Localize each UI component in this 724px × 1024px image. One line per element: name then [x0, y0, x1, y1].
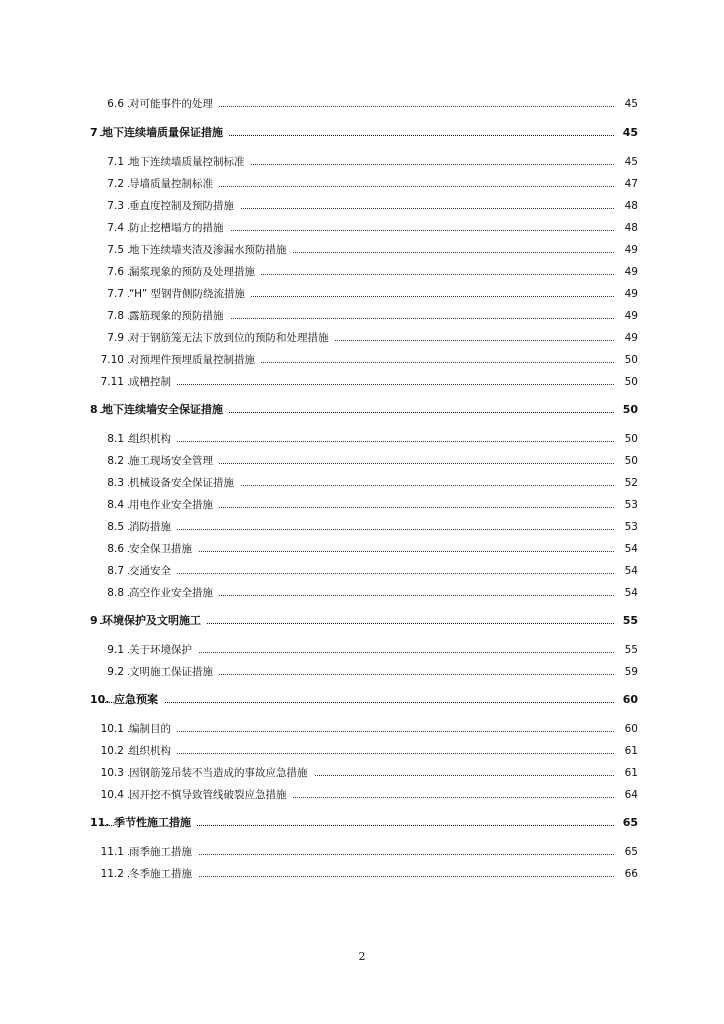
toc-entry-number: 7.3 — [107, 200, 124, 212]
toc-section-entry[interactable] — [0, 374, 724, 390]
toc-entry-page: 50 — [614, 402, 638, 418]
toc-section-entry[interactable] — [0, 453, 724, 469]
toc-entry-page: 55 — [614, 613, 638, 629]
toc-entry-page: 65 — [614, 815, 638, 831]
toc-section-entry[interactable] — [0, 563, 724, 579]
toc-section-entry[interactable] — [0, 431, 724, 447]
toc-entry-title: 对于钢筋笼无法下放到位的预防和处理措施 — [129, 330, 335, 346]
toc-entry-number: 6.6 — [107, 98, 124, 110]
toc-entry-title: 因开挖不慎导致管线破裂应急措施 — [129, 787, 293, 803]
toc-section-entry[interactable] — [0, 743, 724, 759]
toc-leader-dots — [128, 441, 614, 442]
toc-chapter-entry[interactable] — [0, 692, 724, 708]
toc-entry-title: “H” 型钢背侧防绕流措施 — [129, 286, 251, 302]
toc-entry-page: 52 — [614, 475, 638, 491]
toc-entry-title: 文明施工保证措施 — [129, 664, 219, 680]
toc-entry-title: 冬季施工措施 — [129, 866, 198, 882]
toc-entry-title: 安全保卫措施 — [129, 541, 198, 557]
toc-entry-title: 施工现场安全管理 — [129, 453, 219, 469]
toc-entry-page: 49 — [614, 242, 638, 258]
toc-entry-page: 50 — [614, 453, 638, 469]
toc-entry-title: 消防措施 — [129, 519, 177, 535]
toc-entry-page: 61 — [614, 765, 638, 781]
toc-entry-title: 组织机构 — [129, 431, 177, 447]
toc-entry-number: 10.1 — [100, 723, 124, 735]
toc-entry-number: 9.1 — [107, 644, 124, 656]
toc-entry-title: 地下连续墙质量保证措施 — [102, 125, 229, 141]
toc-entry-number: 10.2 — [100, 745, 124, 757]
toc-section-entry[interactable] — [0, 286, 724, 302]
toc-entry-number: 8.8 — [107, 587, 124, 599]
toc-entry-title: 高空作业安全措施 — [129, 585, 219, 601]
toc-entry-title: 地下连续墙安全保证措施 — [102, 402, 229, 418]
toc-chapter-entry[interactable] — [0, 815, 724, 831]
toc-entry-title: 漏浆现象的预防及处理措施 — [129, 264, 261, 280]
toc-entry-title: 对可能事件的处理 — [129, 96, 219, 112]
toc-entry-number: 7.5 — [107, 244, 124, 256]
toc-entry-number: 8.4 — [107, 499, 124, 511]
toc-entry-title: 关于环境保护 — [129, 642, 198, 658]
toc-entry-number: 10.3 — [100, 767, 124, 779]
toc-entry-page: 45 — [614, 125, 638, 141]
toc-entry-page: 64 — [614, 787, 638, 803]
toc-entry-number: 9 — [90, 614, 98, 627]
toc-entry-title: 成槽控制 — [129, 374, 177, 390]
toc-entry-title: 露筋现象的预防措施 — [129, 308, 230, 324]
toc-section-entry[interactable] — [0, 664, 724, 680]
toc-entry-number: 8.5 — [107, 521, 124, 533]
toc-entry-page: 53 — [614, 519, 638, 535]
toc-entry-page: 50 — [614, 431, 638, 447]
toc-section-entry[interactable] — [0, 642, 724, 658]
toc-entry-title: 对预埋件预埋质量控制措施 — [129, 352, 261, 368]
toc-entry-number: 9.2 — [107, 666, 124, 678]
toc-entry-page: 60 — [614, 692, 638, 708]
toc-entry-page: 45 — [614, 96, 638, 112]
toc-entry-page: 48 — [614, 198, 638, 214]
toc-section-entry[interactable] — [0, 154, 724, 170]
toc-entry-number: 8 — [90, 403, 98, 416]
toc-entry-page: 54 — [614, 563, 638, 579]
toc-leader-dots — [128, 652, 614, 653]
toc-entry-number: 8.1 — [107, 433, 124, 445]
toc-entry-title: 环境保护及文明施工 — [102, 613, 207, 629]
toc-entry-title: 机械设备安全保证措施 — [129, 475, 240, 491]
toc-section-entry[interactable] — [0, 765, 724, 781]
toc-entry-number: 7.10 — [100, 354, 124, 366]
toc-entry-title: 垂直度控制及预防措施 — [129, 198, 240, 214]
toc-entry-title: 编制目的 — [129, 721, 177, 737]
toc-section-entry[interactable] — [0, 721, 724, 737]
toc-entry-title: 因钢筋笼吊装不当造成的事故应急措施 — [129, 765, 314, 781]
toc-leader-dots — [128, 551, 614, 552]
toc-entry-page: 48 — [614, 220, 638, 236]
toc-section-entry[interactable] — [0, 330, 724, 346]
toc-entry-number: 8.2 — [107, 455, 124, 467]
toc-leader-dots — [100, 702, 614, 703]
toc-entry-number: 8.6 — [107, 543, 124, 555]
toc-entry-title: 应急预案 — [114, 692, 164, 708]
toc-entry-number: 7.2 — [107, 178, 124, 190]
toc-entry-number: 7.8 — [107, 310, 124, 322]
toc-entry-number: 8.3 — [107, 477, 124, 489]
toc-leader-dots — [128, 876, 614, 877]
toc-entry-title: 交通安全 — [129, 563, 177, 579]
toc-entry-number: 7.4 — [107, 222, 124, 234]
toc-entry-title: 地下连续墙质量控制标准 — [129, 154, 251, 170]
toc-entry-title: 季节性施工措施 — [114, 815, 197, 831]
toc-section-entry[interactable] — [0, 844, 724, 860]
toc-entry-page: 60 — [614, 721, 638, 737]
toc-chapter-entry[interactable] — [0, 125, 724, 141]
toc-leader-dots — [128, 854, 614, 855]
toc-leader-dots — [128, 753, 614, 754]
toc-entry-number: 7.7 — [107, 288, 124, 300]
toc-entry-number: 7.6 — [107, 266, 124, 278]
toc-section-entry[interactable] — [0, 220, 724, 236]
toc-entry-page: 49 — [614, 286, 638, 302]
toc-chapter-entry[interactable] — [0, 613, 724, 629]
toc-section-entry[interactable] — [0, 497, 724, 513]
toc-entry-page: 47 — [614, 176, 638, 192]
toc-entry-title: 用电作业安全措施 — [129, 497, 219, 513]
toc-entry-page: 65 — [614, 844, 638, 860]
toc-section-entry[interactable] — [0, 475, 724, 491]
toc-entry-page: 49 — [614, 308, 638, 324]
toc-section-entry[interactable] — [0, 96, 724, 112]
toc-leader-dots — [128, 529, 614, 530]
toc-section-entry[interactable] — [0, 242, 724, 258]
toc-section-entry[interactable] — [0, 198, 724, 214]
toc-leader-dots — [128, 573, 614, 574]
toc-section-entry[interactable] — [0, 352, 724, 368]
toc-entry-page: 50 — [614, 374, 638, 390]
toc-entry-page: 54 — [614, 541, 638, 557]
toc-section-entry[interactable] — [0, 585, 724, 601]
toc-entry-page: 55 — [614, 642, 638, 658]
toc-entry-number: 10. — [90, 693, 110, 706]
toc-entry-number: 11.2 — [100, 868, 124, 880]
toc-entry-number: 7.11 — [100, 376, 124, 388]
toc-leader-dots — [128, 731, 614, 732]
toc-entry-title: 雨季施工措施 — [129, 844, 198, 860]
toc-entry-title: 导墙质量控制标准 — [129, 176, 219, 192]
toc-leader-dots — [128, 384, 614, 385]
toc-entry-number: 11.1 — [100, 846, 124, 858]
toc-entry-page: 66 — [614, 866, 638, 882]
toc-entry-page: 50 — [614, 352, 638, 368]
toc-entry-number: 10.4 — [100, 789, 124, 801]
toc-entry-number: 11. — [90, 816, 110, 829]
toc-entry-page: 59 — [614, 664, 638, 680]
toc-entry-page: 54 — [614, 585, 638, 601]
page-number: 2 — [358, 950, 366, 963]
toc-section-entry[interactable] — [0, 519, 724, 535]
toc-section-entry[interactable] — [0, 176, 724, 192]
toc-section-entry[interactable] — [0, 787, 724, 803]
toc-section-entry[interactable] — [0, 308, 724, 324]
toc-entry-number: 7 — [90, 126, 98, 139]
toc-chapter-entry[interactable] — [0, 402, 724, 418]
toc-entry-page: 49 — [614, 330, 638, 346]
toc-entry-page: 53 — [614, 497, 638, 513]
toc-entry-number: 7.1 — [107, 156, 124, 168]
toc-entry-title: 防止挖槽塌方的措施 — [129, 220, 230, 236]
toc-entry-page: 45 — [614, 154, 638, 170]
toc-entry-number: 8.7 — [107, 565, 124, 577]
toc-entry-page: 61 — [614, 743, 638, 759]
toc-section-entry[interactable] — [0, 264, 724, 280]
toc-entry-page: 49 — [614, 264, 638, 280]
toc-entry-number: 7.9 — [107, 332, 124, 344]
toc-section-entry[interactable] — [0, 541, 724, 557]
toc-section-entry[interactable] — [0, 866, 724, 882]
toc-entry-title: 组织机构 — [129, 743, 177, 759]
toc-entry-title: 地下连续墙夹渣及渗漏水预防措施 — [129, 242, 293, 258]
